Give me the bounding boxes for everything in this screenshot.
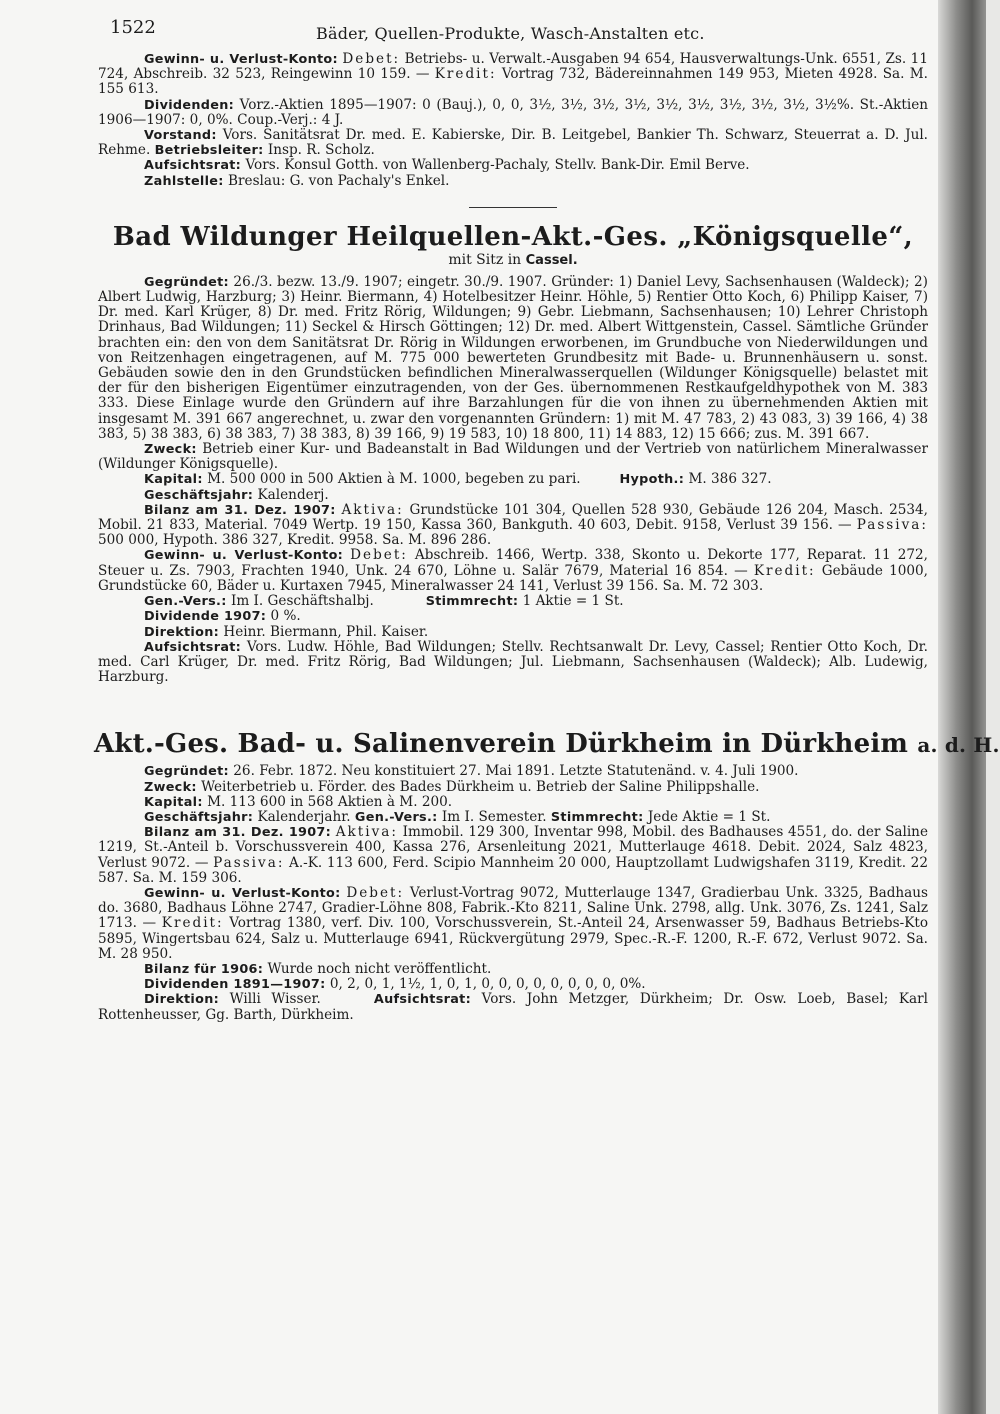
duerkheim-aktiva-label: Aktiva: [335,824,398,841]
duerkheim-title [94,729,1000,760]
duerkheim-bilanz-text2: A.-K. 113 600, Ferd. Scipio Mannheim 20 000, Hauptzollamt Ludwigshafen 3119, Kredit. 22 587. Sa. M. 159 306. [98,854,928,886]
wildungen-gv-text1: Abschreib. 1466, Wertp. 338, Skonto u. Dekorte 177, Reparat. 11 272, Steuer u. Zs. 7903, Frachten 1940, Unk. 24 670, Löhne u. Salär 7679, Material 16 854. — [98,547,929,579]
top-gv-debet-label: Debet: [342,51,401,67]
wildungen-zweck-label: Zweck: [144,442,197,458]
top-vorstand-paragraph [98,128,928,158]
duerkheim-div-label: Dividenden 1891—1907: [144,977,326,993]
duerkheim-gegr-label: Gegründet: [144,764,229,780]
wildungen-ar-paragraph [98,640,928,686]
top-gv-paragraph [98,52,928,98]
duerkheim-passiva-label: Passiva: [213,854,285,871]
top-div-paragraph [98,98,928,128]
duerkheim-title-main: Akt.-Ges. Bad- u. Salinenverein Dürkheim in Dürkheim [94,729,909,760]
page-header [98,18,928,52]
top-gv-kredit-label: Kredit: [434,66,497,83]
wildungen-gv-kredit-label: Kredit: [753,562,816,579]
wildungen-genvers-label: Gen.-Vers.: [144,594,227,610]
wildungen-gj-paragraph [98,488,928,503]
duerkheim-bilanz-label: Bilanz am 31. Dez. 1907: [144,825,332,841]
wildungen-passiva-label: Passiva: [856,517,928,534]
wildungen-subtitle-city: Cassel. [525,252,578,268]
duerkheim-genvers-label: Gen.-Vers.: [354,809,438,825]
duerkheim-b1906-text: Wurde noch nicht veröffentlicht. [267,960,492,977]
wildungen-gegr-text: 26./3. bezw. 13./9. 1907; eingetr. 30./9. 1907. Gründer: 1) Daniel Levy, Sachsenhausen (Waldeck); 2) Albert Ludwig, Harzburg; 3) Heinr. Biermann, 4) Hotelbesitzer Heinr. Höhle, 5) Rentier Otto Koch, 6) Philipp Kaiser, 7) Dr. med. Karl Krüger, 8) Dr. med. Fritz Rörig, Wildungen; 9) Gebr. Liebmann, Sachsenhausen; 10) Lehrer Christoph Drinhaus, Bad Wildungen; 11) Seckel & Hirsch Göttingen; 12) Dr. med. Albert Wittgenstein, Cassel. Sämtliche Gründer brachten ein: den von dem Sanitätsrat Dr. Rörig in Wildungen erworbenen, im Grundbuche von Niederwildungen und von Reitzenhagen eingetragenen, auf M. 775 000 bewerteten Grundbesitz mit Bade- u. Brunnenhäusern u. sonst. Gebäuden sowie den in den Grundstücken befindlichen Mineralwasserquellen (Wildunger Königsquelle) belastet mit der für den bisherigen Eigentümer einzutragenden, von der Ges. übernommenen Restkaufgeldhypothek von M. 383 333. Diese Einlage wurde den Gründern auf ihre Barzahlungen für die von ihnen zu übernehmenden Aktien mit insgesamt M. 391 667 angerechnet, u. zwar den vorgenannten Gründern: 1) mit M. 47 783, 2) 43 083, 3) 39 166, 4) 38 383, 5) 38 383, 6) 38 383, 7) 38 383, 8) 39 166, 9) 19 583, 10) 18 800, 11) 14 883, 12) 15 666; zus. M. 391 667. [98,273,928,442]
wildungen-gegr-label: Gegründet: [144,274,229,290]
wildungen-ar-text: Vors. Ludw. Höhle, Bad Wildungen; Stellv. Rechtsanwalt Dr. Levy, Cassel; Rentier Otto Koch, Dr. med. Carl Krüger, Dr. med. Fritz Rörig, Bad Wildungen; Jul. Liebmann, Sachsenhausen (Waldeck); Alb. Ludewig, Harzburg. [98,638,928,686]
duerkheim-gj-text: Kalenderjahr. [257,808,351,825]
section-divider [469,207,557,208]
wildungen-kapital-text: M. 500 000 in 500 Aktien à M. 1000, begeben zu pari. [207,471,581,488]
wildungen-genvers-paragraph [98,594,928,609]
top-aufsichtsrat-paragraph [98,158,928,173]
duerkheim-stimm-label: Stimmrecht: [550,809,644,825]
wildungen-bilanz-text1: Grundstücke 101 304, Quellen 528 930, Gebäude 126 204, Masch. 2534, Mobil. 21 833, Material. 7049 Wertp. 19 150, Kassa 360, Bankguth. 40 603, Debit. 9158, Verlust 39 156. — [98,501,928,534]
top-betriebsleiter-text: Insp. R. Scholz. [267,142,375,159]
wildungen-stimm-text: 1 Aktie = 1 St. [522,593,624,610]
top-gv-text2: Vortrag 732, Bädereinnahmen 149 953, Mieten 4928. Sa. M. 155 613. [98,66,928,98]
wildungen-subtitle [98,252,928,269]
wildungen-gegr-paragraph [98,275,928,442]
wildungen-bilanz-text2: 500 000, Hypoth. 386 327, Kredit. 9958. Sa. M. 896 286. [98,532,492,549]
duerkheim-bilanz-paragraph [98,825,928,886]
wildungen-hypoth-label: Hypoth.: [619,472,685,488]
page-edge [986,0,1000,1414]
wildungen-gv-paragraph [98,548,928,594]
top-zahlstelle-paragraph [98,174,928,189]
duerkheim-direktion-text: Willi Wisser. [229,991,321,1008]
page-content [94,17,1000,1023]
duerkheim-ar-text: Vors. John Metzger, Dürkheim; Dr. Osw. Loeb, Basel; Karl Rottenheusser, Gg. Barth, Dürkheim. [98,991,929,1023]
wildungen-direktion-text: Heinr. Biermann, Phil. Kaiser. [223,623,429,640]
duerkheim-b1906-paragraph [98,962,928,977]
wildungen-gj-text: Kalenderj. [257,486,329,503]
wildungen-gj-label: Geschäftsjahr: [144,487,254,503]
wildungen-bilanz-label: Bilanz am 31. Dez. 1907: [144,502,336,518]
wildungen-direktion-paragraph [98,625,928,640]
duerkheim-gv-text1: Verlust-Vortrag 9072, Mutterlauge 1347, Gradierbau Unk. 3325, Badhaus do. 3680, Badhaus Löhne 2747, Gradier-Löhne 808, Fabrik.-Kto 8211, Saline Unk. 2798, allg. Unk. 3076, Zs. 1241, Salz 1713. — [98,884,929,932]
wildungen-subtitle-prefix: mit Sitz in [448,251,522,268]
wildungen-kapital-label: Kapital: [144,472,203,488]
duerkheim-stimm-text: Jede Aktie = 1 St. [647,808,771,825]
running-title: Bäder, Quellen-Produkte, Wasch-Anstalten etc. [316,24,705,43]
duerkheim-gj-paragraph [98,810,928,825]
duerkheim-kapital-label: Kapital: [144,794,203,810]
wildungen-div-label: Dividende 1907: [144,609,267,625]
wildungen-entry [98,222,928,685]
duerkheim-gv-kredit-label: Kredit: [161,915,224,932]
duerkheim-kapital-paragraph [98,795,928,810]
duerkheim-entry [94,729,1000,1023]
wildungen-bilanz-paragraph [98,503,928,549]
top-vorstand-text: Vors. Sanitätsrat Dr. med. E. Kabierske, Dir. B. Leitgebel, Bankier Th. Schwarz, Steuerrat a. D. Jul. Rehme. [98,127,928,159]
wildungen-genvers-text: Im I. Geschäftshalbj. [230,593,374,610]
wildungen-direktion-label: Direktion: [144,624,220,640]
duerkheim-kapital-text: M. 113 600 in 568 Aktien à M. 200. [207,793,453,810]
duerkheim-title-suffix: a. d. H. [917,733,1000,758]
wildungen-gv-text2: Gebäude 1000, Grundstücke 60, Bäder u. Kurtaxen 7945, Mineralwasser 24 141, Verlust 39 156. Sa. M. 72 303. [98,562,928,594]
top-div-label: Dividenden: [144,97,235,113]
wildungen-div-text: 0 %. [270,608,301,625]
wildungen-aktiva-label: Aktiva: [341,501,404,518]
wildungen-hypoth-text: M. 386 327. [688,471,772,488]
duerkheim-ar-label: Aufsichtsrat: [373,992,471,1008]
wildungen-kapital-paragraph [98,472,928,487]
duerkheim-gegr-text: 26. Febr. 1872. Neu konstituiert 27. Mai 1891. Letzte Statutenänd. v. 4. Juli 1900. [233,763,799,780]
wildungen-zweck-paragraph [98,442,928,472]
top-zahlstelle-label: Zahlstelle: [144,173,224,189]
wildungen-zweck-text: Betrieb einer Kur- und Badeanstalt in Bad Wildungen und der Vertrieb von natürlichem Mineralwasser (Wildunger Königsquelle). [98,441,928,473]
duerkheim-gv-label: Gewinn- u. Verlust-Konto: [144,885,341,901]
duerkheim-zweck-label: Zweck: [144,779,197,795]
top-vorstand-label: Vorstand: [144,128,217,144]
wildungen-div-paragraph [98,609,928,624]
duerkheim-gegr-paragraph [98,764,928,779]
duerkheim-zweck-paragraph [98,780,928,795]
duerkheim-gv-text2: Vortrag 1380, verf. Div. 100, Vorschussverein, St.-Anteil 24, Arsenwasser 59, Badhaus Betriebs-Kto 5895, Wingertsbau 624, Salz u. Mutterlauge 6941, Rückvergütung 2979, Spec.-R.-F. 1200, R.-F. 672, Verlust 9072. Sa. M. 28 950. [98,915,928,962]
duerkheim-zweck-text: Weiterbetrieb u. Förder. des Bades Dürkheim u. Betrieb der Saline Philippshalle. [201,778,760,795]
top-aufsichtsrat-text: Vors. Konsul Gotth. von Wallenberg-Pachaly, Stellv. Bank-Dir. Emil Berve. [245,157,750,174]
wildungen-title: Bad Wildunger Heilquellen-Akt.-Ges. „Königsquelle“, [112,221,914,252]
duerkheim-bilanz-text1: Immobil. 129 300, Inventar 998, Mobil. des Badhauses 4551, do. der Saline 1219, St.-Anteil b. Vorschussverein 400, Kassa 276, Arsenleitung 2021, Mutterlauge 4618. Debit. 2024, Salz 4823, Verlust 9072. — [98,824,928,871]
wildungen-gv-debet-label: Debet: [350,547,408,564]
wildungen-ar-label: Aufsichtsrat: [144,639,242,655]
duerkheim-genvers-text: Im I. Semester. [441,808,547,825]
top-aufsichtsrat-label: Aufsichtsrat: [144,158,242,174]
duerkheim-div-paragraph [98,977,928,992]
previous-entry-continuation [98,52,928,189]
duerkheim-gv-debet-label: Debet: [346,884,405,901]
duerkheim-direktion-label: Direktion: [144,992,220,1008]
duerkheim-direktion-paragraph [98,992,928,1022]
top-zahlstelle-text: Breslau: G. von Pachaly's Enkel. [228,172,450,189]
duerkheim-b1906-label: Bilanz für 1906: [144,961,264,977]
top-betriebsleiter-label: Betriebsleiter: [154,143,264,159]
top-gv-text1: Betriebs- u. Verwalt.-Ausgaben 94 654, Hausverwaltungs-Unk. 6551, Zs. 11 724, Abschreib. 32 523, Reingewinn 10 159. — [98,51,928,83]
duerkheim-gj-label: Geschäftsjahr: [144,809,254,825]
page-number: 1522 [110,17,156,38]
top-gv-label: Gewinn- u. Verlust-Konto: [144,52,338,67]
top-div-text: Vorz.-Aktien 1895—1907: 0 (Bauj.), 0, 0, 3½, 3½, 3½, 3½, 3½, 3½, 3½, 3½, 3½, 3½%. St.-Aktien 1906—1907: 0, 0%. Coup.-Verj.: 4 J. [98,96,928,128]
wildungen-gv-label: Gewinn- u. Verlust-Konto: [144,548,344,564]
duerkheim-div-text: 0, 2, 0, 1, 1½, 1, 0, 1, 0, 0, 0, 0, 0, 0, 0, 0, 0%. [329,976,646,993]
duerkheim-gv-paragraph [98,886,928,962]
wildungen-stimm-label: Stimmrecht: [425,594,519,610]
